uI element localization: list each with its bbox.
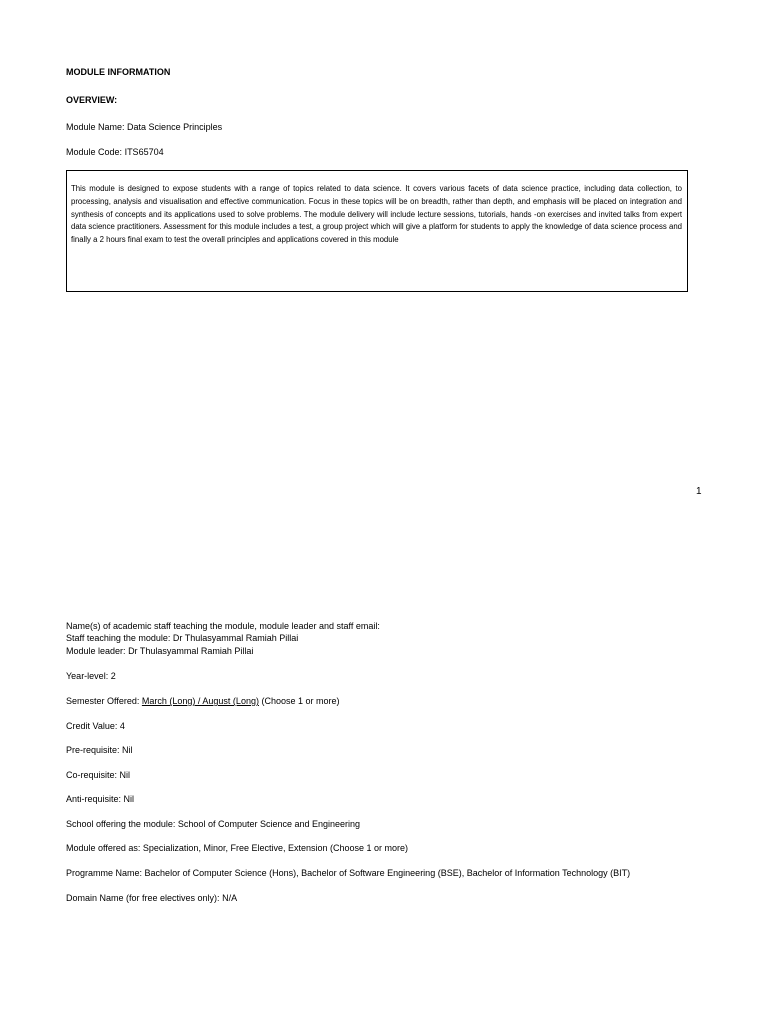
semester-value: March (Long) / August (Long)	[141, 696, 259, 706]
prerequisite-label: Pre-requisite:	[66, 745, 120, 755]
module-code-value: ITS65704	[124, 147, 164, 157]
semester-label: Semester Offered:	[66, 696, 140, 706]
module-description-box	[66, 170, 688, 292]
school-value: School of Computer Science and Engineering	[177, 819, 361, 829]
corequisite-label: Co-requisite:	[66, 770, 118, 780]
corequisite-value: Nil	[119, 770, 131, 780]
semester-note: (Choose 1 or more)	[261, 696, 340, 706]
antirequisite-label: Anti-requisite:	[66, 794, 122, 804]
domain-value: N/A	[222, 893, 238, 903]
year-level-value: 2	[110, 671, 116, 681]
module-name-value: Data Science Principles	[127, 122, 223, 132]
staff-teaching-line	[66, 633, 298, 644]
page-number: 1	[696, 486, 702, 497]
module-name-line	[66, 122, 222, 133]
offered-as-value: Specialization, Minor, Free Elective, Extension (Choose 1 or more)	[142, 843, 409, 853]
module-description: This module is designed to expose students with a range of topics related to data science. It covers various facets of data science practice, including data collection, to processing, analysis and visualisation and effective communication. Focus in these topics will be on breadth, rather than depth, and emphasis will be placed on integration and synthesis of concepts and its applications used to solve problems. The module delivery will include lecture sessions, tutorials, hands -on exercises and invited talks from expert data science practitioners. Assessment for this module includes a test, a group project which will give a platform for students to apply the knowledge of data science process and finally a 2 hours final exam to test the overall principles and applications covered in this module	[71, 184, 682, 245]
prerequisite-line	[66, 745, 133, 756]
domain-line	[66, 893, 237, 904]
overview-label: OVERVIEW:	[66, 95, 118, 105]
credit-line	[66, 721, 125, 732]
prerequisite-value: Nil	[122, 745, 133, 755]
credit-value: 4	[119, 721, 125, 731]
corequisite-line	[66, 770, 130, 781]
antirequisite-value: Nil	[123, 794, 135, 804]
staff-heading: Name(s) of academic staff teaching the module, module leader and staff email:	[66, 621, 380, 631]
school-line	[66, 819, 360, 830]
module-leader-label: Module leader:	[66, 646, 126, 656]
school-label: School offering the module:	[66, 819, 176, 829]
domain-label: Domain Name (for free electives only):	[66, 893, 220, 903]
year-level-label: Year-level:	[66, 671, 109, 681]
programme-label: Programme Name:	[66, 868, 143, 878]
section-title: MODULE INFORMATION	[66, 67, 171, 77]
offered-as-line	[66, 843, 408, 854]
module-code-label: Module Code:	[66, 147, 123, 157]
module-name-label: Module Name:	[66, 122, 125, 132]
module-leader-value: Dr Thulasyammal Ramiah Pillai	[128, 646, 254, 656]
offered-as-label: Module offered as:	[66, 843, 141, 853]
module-leader-line	[66, 646, 253, 657]
staff-teaching-label: Staff teaching the module:	[66, 633, 171, 643]
antirequisite-line	[66, 794, 134, 805]
programme-line	[66, 868, 630, 879]
staff-teaching-value: Dr Thulasyammal Ramiah Pillai	[172, 633, 299, 643]
module-code-line	[66, 147, 164, 158]
year-level-line	[66, 671, 116, 682]
semester-line	[66, 696, 340, 707]
credit-label: Credit Value:	[66, 721, 118, 731]
programme-value: Bachelor of Computer Science (Hons), Bachelor of Software Engineering (BSE), Bachelor of Information Technology (BIT)	[144, 868, 631, 878]
